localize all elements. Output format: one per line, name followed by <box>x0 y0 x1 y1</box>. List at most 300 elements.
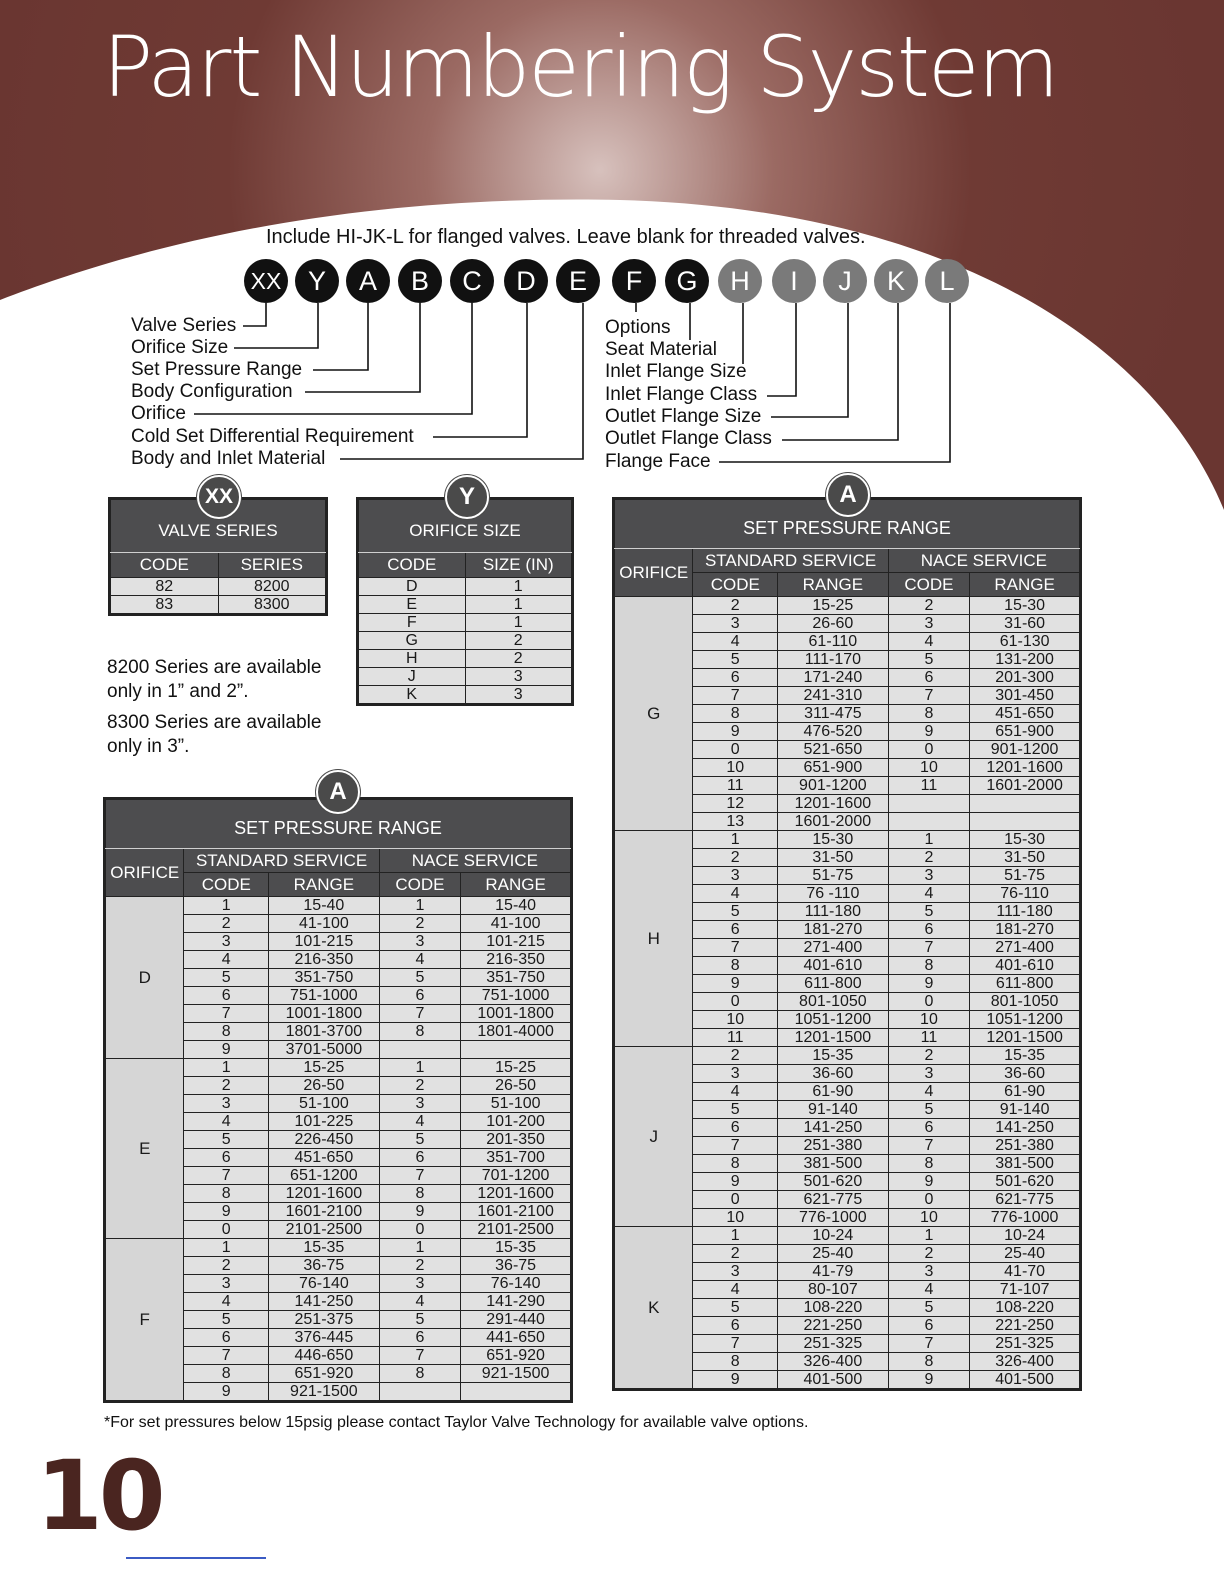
note-8300-series: 8300 Series are available only in 3”. <box>107 712 322 757</box>
table-header-row <box>359 553 572 578</box>
pressure-cell: 1 <box>379 1239 461 1257</box>
orifice-group-label: G <box>615 597 693 831</box>
pressure-cell: 76-110 <box>970 885 1080 903</box>
pressure-cell: 3 <box>184 933 269 951</box>
table-cell: 2 <box>465 632 572 650</box>
pressure-cell: 271-400 <box>970 939 1080 957</box>
valve-series-badge: XX <box>197 475 241 519</box>
pressure-cell: 8 <box>184 1185 269 1203</box>
pressure-cell: 3 <box>693 615 778 633</box>
code-circle-a: A <box>346 259 390 303</box>
table-cell: 1 <box>465 578 572 596</box>
pressure-cell: 1601-2000 <box>970 777 1080 795</box>
pressure-cell: 1601-2000 <box>778 813 889 831</box>
pressure-cell: 36-60 <box>970 1065 1080 1083</box>
code-circle-d: D <box>504 259 548 303</box>
column-header: CODE <box>111 553 219 578</box>
pressure-cell: 91-140 <box>778 1101 889 1119</box>
pressure-cell: 141-250 <box>970 1119 1080 1137</box>
pressure-cell: 5 <box>184 1131 269 1149</box>
pressure-cell: 181-270 <box>970 921 1080 939</box>
table-cell: F <box>359 614 466 632</box>
pressure-cell: 7 <box>888 1137 970 1155</box>
pressure-cell: 2 <box>888 1047 970 1065</box>
table-cell: 8200 <box>218 578 326 596</box>
pressure-cell: 15-35 <box>461 1239 571 1257</box>
pressure-cell: 651-920 <box>461 1347 571 1365</box>
pressure-cell: 1 <box>184 1239 269 1257</box>
table-row <box>359 668 572 686</box>
pressure-cell: 5 <box>379 1131 461 1149</box>
table-cell: 3 <box>465 668 572 686</box>
pressure-cell: 9 <box>693 723 778 741</box>
pressure-cell: 651-900 <box>778 759 889 777</box>
pressure-cell: 6 <box>379 1149 461 1167</box>
pressure-cell: 1 <box>379 897 461 915</box>
pressure-cell: 181-270 <box>778 921 889 939</box>
pressure-cell: 6 <box>379 1329 461 1347</box>
pressure-cell: 4 <box>888 885 970 903</box>
table-title: ORIFICE SIZE <box>359 500 572 553</box>
pressure-cell: 11 <box>888 777 970 795</box>
pressure-cell: 2101-2500 <box>269 1221 380 1239</box>
pressure-cell: 1 <box>693 1227 778 1245</box>
orifice-header: ORIFICE <box>615 549 693 597</box>
pressure-cell: 15-25 <box>461 1059 571 1077</box>
pressure-cell: 12 <box>693 795 778 813</box>
pressure-cell: 5 <box>888 1299 970 1317</box>
pressure-cell: 26-60 <box>778 615 889 633</box>
legend-orifice: Orifice <box>131 403 186 424</box>
pressure-cell: 6 <box>693 669 778 687</box>
table-cell: E <box>359 596 466 614</box>
pressure-cell: 8 <box>693 1155 778 1173</box>
column-header-code: CODE <box>693 573 778 597</box>
pressure-cell: 3 <box>379 1095 461 1113</box>
pressure-cell: 141-250 <box>269 1293 380 1311</box>
code-circle-g: G <box>665 259 709 303</box>
pressure-cell: 6 <box>693 1317 778 1335</box>
pressure-cell: 8 <box>888 1155 970 1173</box>
pressure-row <box>106 1059 571 1077</box>
pressure-cell: 1051-1200 <box>970 1011 1080 1029</box>
pressure-cell: 621-775 <box>778 1191 889 1209</box>
pressure-cell: 5 <box>693 1101 778 1119</box>
table-row <box>359 686 572 704</box>
pressure-cell: 4 <box>888 1281 970 1299</box>
pressure-cell: 921-1500 <box>269 1383 380 1401</box>
orifice-group-label: J <box>615 1047 693 1227</box>
note-8200-series: 8200 Series are available only in 1” and 2”. <box>107 657 322 702</box>
column-header-range: RANGE <box>461 873 571 897</box>
pressure-cell: 9 <box>888 1371 970 1389</box>
pressure-cell: 4 <box>888 1083 970 1101</box>
pressure-cell: 10-24 <box>970 1227 1080 1245</box>
pressure-cell: 1601-2100 <box>461 1203 571 1221</box>
pressure-cell: 61-130 <box>970 633 1080 651</box>
page-number: 10 <box>36 1440 162 1552</box>
pressure-cell: 111-180 <box>778 903 889 921</box>
pressure-cell: 3 <box>888 1065 970 1083</box>
pressure-cell: 4 <box>184 1293 269 1311</box>
pressure-cell <box>461 1383 571 1401</box>
pressure-cell: 10 <box>888 759 970 777</box>
pressure-cell: 111-170 <box>778 651 889 669</box>
pressure-cell: 401-500 <box>778 1371 889 1389</box>
set-pressure-table-d-e-f <box>103 797 573 1403</box>
pressure-cell: 2 <box>693 1047 778 1065</box>
pressure-cell: 6 <box>693 1119 778 1137</box>
pressure-cell: 11 <box>888 1029 970 1047</box>
pressure-cell: 1201-1600 <box>778 795 889 813</box>
pressure-cell: 8 <box>888 705 970 723</box>
pressure-cell: 71-107 <box>970 1281 1080 1299</box>
pressure-cell: 251-325 <box>778 1335 889 1353</box>
pressure-cell: 10-24 <box>778 1227 889 1245</box>
code-circle-e: E <box>556 259 600 303</box>
pressure-cell: 6 <box>184 1149 269 1167</box>
table-row <box>359 578 572 596</box>
table-row <box>359 650 572 668</box>
pressure-cell: 221-250 <box>778 1317 889 1335</box>
pressure-cell: 15-25 <box>778 597 889 615</box>
pressure-cell: 51-75 <box>778 867 889 885</box>
pressure-cell: 7 <box>888 939 970 957</box>
pressure-cell: 9 <box>184 1203 269 1221</box>
pressure-cell: 0 <box>888 993 970 1011</box>
pressure-cell: 41-100 <box>269 915 380 933</box>
table-row <box>359 632 572 650</box>
pressure-row <box>615 1227 1080 1245</box>
pressure-cell: 1201-1600 <box>269 1185 380 1203</box>
pressure-cell: 2 <box>888 1245 970 1263</box>
pressure-cell: 921-1500 <box>461 1365 571 1383</box>
pressure-cell: 8 <box>888 1353 970 1371</box>
column-header-code: CODE <box>379 873 461 897</box>
pressure-cell: 0 <box>184 1221 269 1239</box>
pressure-cell: 9 <box>888 975 970 993</box>
pressure-cell: 6 <box>888 1317 970 1335</box>
pressure-cell: 0 <box>693 741 778 759</box>
pressure-cell: 10 <box>693 759 778 777</box>
standard-service-header: STANDARD SERVICE <box>184 849 379 873</box>
pressure-row <box>106 897 571 915</box>
pressure-cell: 3 <box>888 615 970 633</box>
pressure-cell: 1001-1800 <box>269 1005 380 1023</box>
pressure-cell: 401-500 <box>970 1371 1080 1389</box>
pressure-cell: 91-140 <box>970 1101 1080 1119</box>
pressure-cell: 1801-4000 <box>461 1023 571 1041</box>
footnote: *For set pressures below 15psig please contact Taylor Valve Technology for available valve options. <box>104 1414 809 1431</box>
pressure-cell: 3 <box>379 1275 461 1293</box>
pressure-cell: 501-620 <box>778 1173 889 1191</box>
pressure-cell: 5 <box>888 651 970 669</box>
pressure-cell: 8 <box>888 957 970 975</box>
code-circle-j: J <box>823 259 867 303</box>
pressure-cell: 61-90 <box>970 1083 1080 1101</box>
pressure-cell: 171-240 <box>778 669 889 687</box>
pressure-cell: 1201-1600 <box>461 1185 571 1203</box>
pressure-cell: 61-110 <box>778 633 889 651</box>
orifice-group-label: E <box>106 1059 184 1239</box>
pressure-cell: 2 <box>693 849 778 867</box>
column-header-range: RANGE <box>269 873 380 897</box>
pressure-cell: 51-100 <box>269 1095 380 1113</box>
pressure-cell: 351-750 <box>461 969 571 987</box>
pressure-cell: 10 <box>693 1011 778 1029</box>
pressure-cell: 7 <box>693 1335 778 1353</box>
orifice-group-label: H <box>615 831 693 1047</box>
pressure-cell: 9 <box>693 1173 778 1191</box>
pressure-cell: 251-380 <box>778 1137 889 1155</box>
pressure-cell: 381-500 <box>970 1155 1080 1173</box>
pressure-cell: 7 <box>888 687 970 705</box>
pressure-cell: 301-450 <box>970 687 1080 705</box>
pressure-cell: 5 <box>888 1101 970 1119</box>
pressure-row <box>615 1047 1080 1065</box>
table-cell: H <box>359 650 466 668</box>
pressure-cell: 2101-2500 <box>461 1221 571 1239</box>
pressure-cell: 1201-1600 <box>970 759 1080 777</box>
pressure-cell: 3 <box>184 1275 269 1293</box>
pressure-cell: 4 <box>693 633 778 651</box>
legend-outlet-flange-class: Outlet Flange Class <box>605 428 772 449</box>
pressure-cell: 15-30 <box>778 831 889 849</box>
pressure-cell: 9 <box>184 1041 269 1059</box>
legend-options: Options <box>605 317 671 338</box>
pressure-cell: 216-350 <box>461 951 571 969</box>
table-cell: 3 <box>465 686 572 704</box>
pressure-cell: 3 <box>693 1065 778 1083</box>
pressure-cell <box>970 795 1080 813</box>
pressure-cell: 451-650 <box>269 1149 380 1167</box>
code-circle-b: B <box>398 259 442 303</box>
pressure-cell: 251-375 <box>269 1311 380 1329</box>
pressure-cell: 326-400 <box>970 1353 1080 1371</box>
pressure-cell: 4 <box>184 951 269 969</box>
pressure-cell: 5 <box>693 903 778 921</box>
pressure-cell: 621-775 <box>970 1191 1080 1209</box>
pressure-cell: 221-250 <box>970 1317 1080 1335</box>
pressure-cell: 351-700 <box>461 1149 571 1167</box>
pressure-cell: 801-1050 <box>778 993 889 1011</box>
pressure-cell: 5 <box>379 969 461 987</box>
legend-flange-face: Flange Face <box>605 451 711 472</box>
pressure-cell: 31-60 <box>970 615 1080 633</box>
set-pressure-table-g-h-j-k <box>612 497 1082 1391</box>
pressure-cell: 2 <box>693 1245 778 1263</box>
pressure-cell: 2 <box>184 915 269 933</box>
pressure-cell: 41-79 <box>778 1263 889 1281</box>
pressure-cell: 10 <box>693 1209 778 1227</box>
pressure-cell: 131-200 <box>970 651 1080 669</box>
pressure-row <box>106 1239 571 1257</box>
pressure-cell: 611-800 <box>778 975 889 993</box>
pressure-cell: 61-90 <box>778 1083 889 1101</box>
pressure-cell: 4 <box>184 1113 269 1131</box>
pressure-cell: 101-215 <box>461 933 571 951</box>
pressure-cell: 111-180 <box>970 903 1080 921</box>
column-header-code: CODE <box>184 873 269 897</box>
pressure-cell: 0 <box>379 1221 461 1239</box>
pressure-cell: 7 <box>888 1335 970 1353</box>
table-cell: J <box>359 668 466 686</box>
pressure-cell: 41-100 <box>461 915 571 933</box>
pressure-cell: 476-520 <box>778 723 889 741</box>
pressure-cell: 0 <box>888 1191 970 1209</box>
pressure-cell: 3 <box>693 1263 778 1281</box>
pressure-cell: 7 <box>184 1167 269 1185</box>
orifice-size-badge: Y <box>445 475 489 519</box>
legend-body-inlet-material: Body and Inlet Material <box>131 448 326 469</box>
table-row <box>111 578 326 596</box>
code-circle-h: H <box>718 259 762 303</box>
table-cell: 2 <box>465 650 572 668</box>
pressure-cell: 15-30 <box>970 597 1080 615</box>
pressure-cell: 6 <box>693 921 778 939</box>
pressure-cell: 101-215 <box>269 933 380 951</box>
pressure-cell: 76-140 <box>461 1275 571 1293</box>
service-header-row <box>615 549 1080 573</box>
orifice-group-label: K <box>615 1227 693 1389</box>
legend-seat-material: Seat Material <box>605 339 717 360</box>
legend-inlet-flange-class: Inlet Flange Class <box>605 384 758 405</box>
pressure-cell: 5 <box>379 1311 461 1329</box>
pressure-cell <box>888 795 970 813</box>
pressure-cell: 401-610 <box>778 957 889 975</box>
pressure-cell: 1 <box>184 897 269 915</box>
pressure-cell: 51-100 <box>461 1095 571 1113</box>
pressure-cell: 4 <box>693 885 778 903</box>
pressure-cell: 108-220 <box>970 1299 1080 1317</box>
pressure-cell: 7 <box>184 1347 269 1365</box>
pressure-cell: 7 <box>379 1005 461 1023</box>
pressure-cell: 611-800 <box>970 975 1080 993</box>
pressure-cell: 25-40 <box>970 1245 1080 1263</box>
pressure-cell: 3 <box>379 933 461 951</box>
code-circle-k: K <box>874 259 918 303</box>
legend-orifice-size: Orifice Size <box>131 337 229 358</box>
pressure-cell: 701-1200 <box>461 1167 571 1185</box>
pressure-cell: 6 <box>888 1119 970 1137</box>
pressure-cell <box>970 813 1080 831</box>
pressure-cell: 2 <box>379 915 461 933</box>
orifice-group-label: D <box>106 897 184 1059</box>
table-cell: D <box>359 578 466 596</box>
pressure-cell: 4 <box>693 1281 778 1299</box>
pressure-cell: 5 <box>888 903 970 921</box>
pressure-cell: 651-900 <box>970 723 1080 741</box>
pressure-cell: 901-1200 <box>778 777 889 795</box>
page-title: Part Numbering System <box>102 18 1058 116</box>
pressure-cell: 41-70 <box>970 1263 1080 1281</box>
pressure-cell: 76-140 <box>269 1275 380 1293</box>
column-header-code: CODE <box>888 573 970 597</box>
pressure-cell: 291-440 <box>461 1311 571 1329</box>
table-row <box>359 614 572 632</box>
pressure-cell: 6 <box>379 987 461 1005</box>
pressure-cell: 4 <box>379 1113 461 1131</box>
table-row <box>359 596 572 614</box>
code-circle-l: L <box>925 259 969 303</box>
pressure-cell: 101-225 <box>269 1113 380 1131</box>
pressure-cell: 0 <box>693 1191 778 1209</box>
pressure-cell: 751-1000 <box>461 987 571 1005</box>
pressure-cell: 101-200 <box>461 1113 571 1131</box>
pressure-cell: 3 <box>184 1095 269 1113</box>
pressure-cell: 7 <box>184 1005 269 1023</box>
pressure-title: SET PRESSURE RANGE <box>615 500 1080 549</box>
pressure-cell: 271-400 <box>778 939 889 957</box>
code-circle-xx: XX <box>244 259 288 303</box>
pressure-cell <box>461 1041 571 1059</box>
pressure-cell: 1201-1500 <box>778 1029 889 1047</box>
code-circle-c: C <box>450 259 494 303</box>
pressure-cell: 15-25 <box>269 1059 380 1077</box>
nace-service-header: NACE SERVICE <box>379 849 570 873</box>
pressure-cell: 8 <box>184 1023 269 1041</box>
pressure-cell: 36-75 <box>269 1257 380 1275</box>
pressure-cell: 9 <box>888 1173 970 1191</box>
pressure-cell: 4 <box>693 1083 778 1101</box>
pressure-cell: 2 <box>379 1257 461 1275</box>
flange-instruction: Include HI-JK-L for flanged valves. Leave blank for threaded valves. <box>266 226 866 248</box>
column-header: SERIES <box>218 553 326 578</box>
table-header-row <box>111 553 326 578</box>
pressure-cell: 26-50 <box>461 1077 571 1095</box>
pressure-cell: 521-650 <box>778 741 889 759</box>
pressure-cell: 51-75 <box>970 867 1080 885</box>
pressure-cell: 1801-3700 <box>269 1023 380 1041</box>
pressure-cell: 251-380 <box>970 1137 1080 1155</box>
pressure-cell: 446-650 <box>269 1347 380 1365</box>
pressure-cell: 1 <box>184 1059 269 1077</box>
pressure-cell: 8 <box>693 957 778 975</box>
pressure-cell: 4 <box>379 951 461 969</box>
table-cell: 83 <box>111 596 219 614</box>
pressure-row <box>615 831 1080 849</box>
pressure-cell: 2 <box>184 1257 269 1275</box>
pressure-cell: 3701-5000 <box>269 1041 380 1059</box>
table-row <box>111 596 326 614</box>
pressure-cell: 15-40 <box>461 897 571 915</box>
pressure-cell: 141-250 <box>778 1119 889 1137</box>
pressure-cell: 141-290 <box>461 1293 571 1311</box>
pressure-title: SET PRESSURE RANGE <box>106 800 571 849</box>
pressure-cell: 216-350 <box>269 951 380 969</box>
pressure-cell: 1001-1800 <box>461 1005 571 1023</box>
pressure-cell: 5 <box>184 1311 269 1329</box>
pressure-cell: 9 <box>379 1203 461 1221</box>
column-header: CODE <box>359 553 466 578</box>
pressure-cell: 3 <box>888 867 970 885</box>
pressure-cell: 15-35 <box>970 1047 1080 1065</box>
pressure-cell: 9 <box>184 1383 269 1401</box>
pressure-cell: 1601-2100 <box>269 1203 380 1221</box>
pressure-cell: 376-445 <box>269 1329 380 1347</box>
service-header-row <box>106 849 571 873</box>
pressure-cell: 31-50 <box>778 849 889 867</box>
table-cell: 1 <box>465 614 572 632</box>
pressure-cell: 4 <box>379 1293 461 1311</box>
pressure-cell: 8 <box>184 1365 269 1383</box>
pressure-cell: 6 <box>184 987 269 1005</box>
set-pressure-badge-right: A <box>826 473 870 517</box>
pressure-cell: 8 <box>379 1023 461 1041</box>
pressure-cell: 15-30 <box>970 831 1080 849</box>
pressure-cell: 3 <box>888 1263 970 1281</box>
pressure-cell: 2 <box>888 597 970 615</box>
